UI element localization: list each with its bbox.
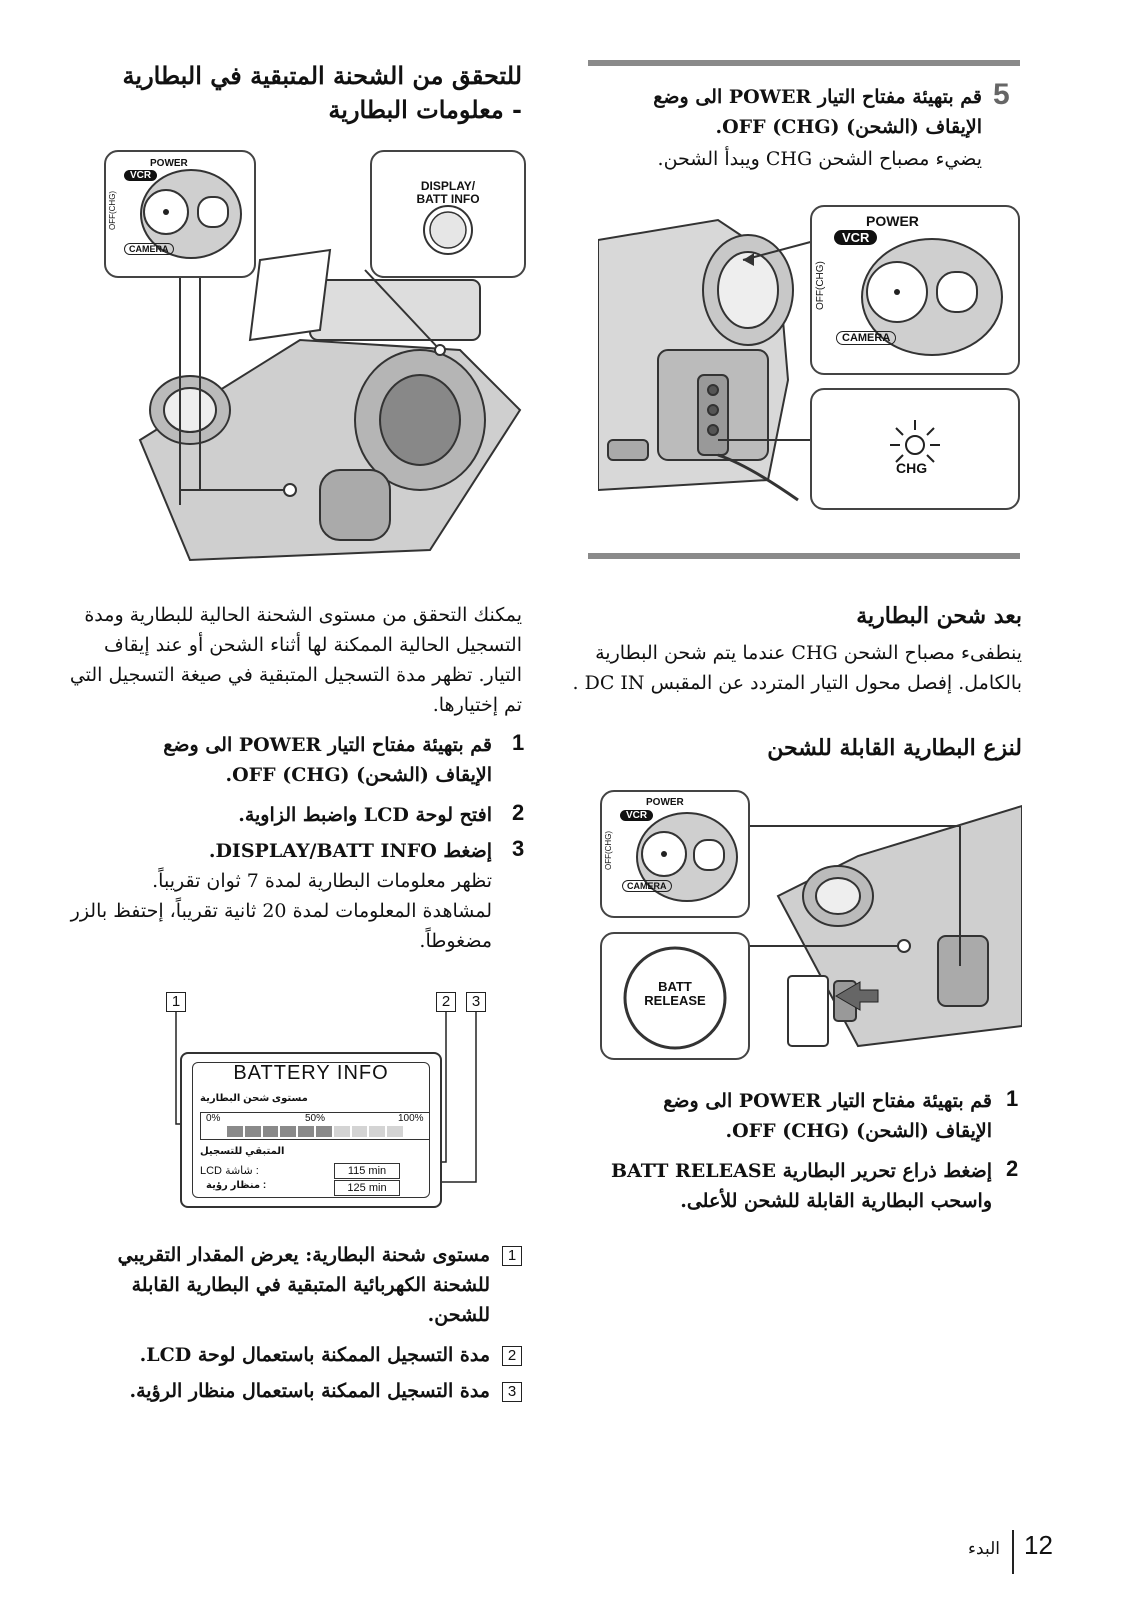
callout-marker-2: 2 — [436, 992, 456, 1012]
power-label: POWER — [150, 158, 188, 169]
callout-marker-3: 3 — [466, 992, 486, 1012]
step-note: لمشاهدة المعلومات لمدة 20 ثانية تقريباً، إحتفظ بالزر — [70, 900, 492, 922]
off-chg-label: OFF(CHG) — [815, 261, 826, 310]
charge-segment — [352, 1126, 368, 1137]
page-number: 12 — [1024, 1530, 1053, 1560]
power-label: POWER — [646, 797, 684, 808]
batt-release-line2: RELEASE — [644, 993, 706, 1008]
camera-label: CAMERA — [622, 880, 672, 892]
step-text: افتح لوحة LCD واضبط الزاوية. — [238, 804, 492, 826]
footer-section: البدء — [968, 1539, 1000, 1559]
body-text: التيار. تظهر مدة التسجيل المتبقية في صيغة التسجيل التي — [69, 664, 522, 686]
viewfinder-remaining-time: 125 min — [334, 1180, 400, 1196]
body-text: التسجيل الحالية الممكنة لها أثناء الشحن أو عند إيقاف — [104, 634, 522, 656]
display-label-line2: BATT INFO — [416, 192, 480, 206]
scale-0: 0% — [206, 1113, 221, 1124]
step-text: إضغط DISPLAY/BATT INFO. — [208, 840, 492, 862]
section-title: بعد شحن البطارية — [856, 603, 1022, 629]
vcr-label: VCR — [834, 230, 877, 245]
step-text: الإيقاف (الشحن) (OFF (CHG. — [225, 764, 492, 786]
remaining-label — [200, 1146, 430, 1157]
step-text: قم بتهيئة مفتاح التيار POWER الى وضع — [663, 1090, 992, 1112]
step-text: قم بتهيئة مفتاح التيار POWER الى وضع — [163, 734, 492, 756]
scale-50: 50% — [305, 1113, 326, 1124]
legend-text: مدة التسجيل الممكنة باستعمال لوحة LCD. — [139, 1344, 490, 1366]
charge-level-text: مستوى شحن البطارية — [200, 1093, 308, 1104]
scale-100: 100% — [398, 1113, 424, 1124]
step-note: تظهر معلومات البطارية لمدة 7 ثوان تقريباً. — [152, 870, 492, 892]
power-switch-callout — [600, 790, 750, 918]
display-label-line1: DISPLAY/ — [420, 179, 476, 193]
chg-label: CHG — [896, 460, 928, 476]
step-number: 2 — [512, 800, 525, 825]
vcr-label: VCR — [124, 170, 157, 181]
step-text: الإيقاف (الشحن) (OFF (CHG. — [725, 1120, 992, 1142]
charge-segment — [369, 1126, 385, 1137]
remaining-text: المتبقي للتسجيل — [200, 1146, 285, 1157]
callout-marker-1: 1 — [166, 992, 186, 1012]
step-text: الإيقاف (الشحن) (OFF (CHG. — [715, 116, 982, 138]
step-text: قم بتهيئة مفتاح التيار POWER الى وضع — [653, 86, 982, 108]
charge-segment — [245, 1126, 261, 1137]
battery-info-title: BATTERY INFO — [233, 1062, 389, 1084]
legend-marker-2: 2 — [502, 1346, 522, 1366]
display-batt-info-callout — [370, 150, 526, 278]
charge-segment — [227, 1126, 243, 1137]
lcd-label: LCD شاشة : — [200, 1165, 259, 1177]
footer-divider — [1012, 1530, 1014, 1574]
camera-label: CAMERA — [836, 331, 896, 345]
legend-text: للشحن. — [427, 1304, 490, 1326]
charge-segment — [334, 1126, 350, 1137]
section-title: - معلومات البطارية — [328, 95, 522, 124]
body-text: بالكامل. إفصل محول التيار المتردد عن المقبس DC IN . — [572, 672, 1022, 694]
charge-level-bar — [200, 1112, 430, 1140]
off-chg-label: OFF(CHG) — [108, 190, 117, 230]
batt-release-line1: BATT — [658, 979, 692, 994]
legend-text: مدة التسجيل الممكنة باستعمال منظار الرؤية. — [129, 1380, 490, 1402]
step-number: 3 — [512, 836, 525, 861]
legend-text: للشحنة الكهربائية المتبقية في البطارية القابلة — [131, 1274, 490, 1296]
charge-segment — [298, 1126, 314, 1137]
power-switch-callout — [104, 150, 256, 278]
step-text: واسحب البطارية القابلة للشحن للأعلى. — [680, 1190, 992, 1212]
display-batt-info-label — [370, 180, 526, 206]
step-number: 5 — [993, 78, 1010, 111]
charge-level-label — [200, 1093, 420, 1104]
batt-release-label — [600, 980, 750, 1008]
legend-text: مستوى شحنة البطارية: يعرض المقدار التقريبي — [117, 1244, 490, 1266]
legend-marker-1: 1 — [502, 1246, 522, 1266]
charge-segment — [387, 1126, 403, 1137]
power-label: POWER — [866, 213, 919, 229]
off-chg-label: OFF(CHG) — [604, 830, 613, 870]
body-text: ينطفىء مصباح الشحن CHG عندما يتم شحن البطارية — [595, 642, 1022, 664]
step-note: يضيء مصباح الشحن CHG ويبدأ الشحن. — [657, 148, 982, 170]
charge-segment — [280, 1126, 296, 1137]
step-number: 1 — [1006, 1086, 1019, 1111]
legend-marker-3: 3 — [502, 1382, 522, 1402]
viewfinder-label: منظار رؤية : — [206, 1180, 267, 1191]
chg-lamp-callout — [810, 388, 1020, 510]
camera-label: CAMERA — [124, 243, 174, 255]
body-text: يمكنك التحقق من مستوى الشحنة الحالية للبطارية ومدة — [84, 604, 522, 626]
section-title: للتحقق من الشحنة المتبقية في البطارية — [122, 61, 522, 90]
charge-segment — [263, 1126, 279, 1137]
step-note: مضغوطاً. — [419, 930, 492, 952]
lcd-remaining-time: 115 min — [334, 1163, 400, 1179]
mid-rule — [588, 553, 1020, 559]
section-title: لنزع البطارية القابلة للشحن — [767, 735, 1022, 761]
body-text: تم إختيارها. — [432, 694, 522, 716]
top-rule — [588, 60, 1020, 66]
charge-segment — [316, 1126, 332, 1137]
step-number: 2 — [1006, 1156, 1019, 1181]
step-text: إضغط ذراع تحرير البطارية BATT RELEASE — [610, 1160, 992, 1182]
step-number: 1 — [512, 730, 525, 755]
vcr-label: VCR — [620, 810, 653, 821]
